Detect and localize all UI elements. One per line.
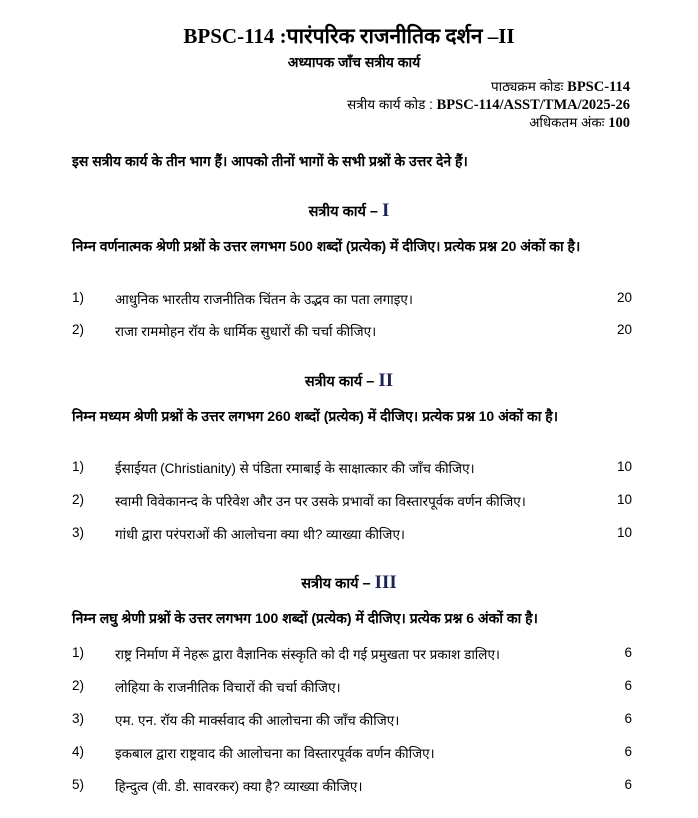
question-number: 1) bbox=[72, 459, 85, 474]
question-text: लोहिया के राजनीतिक विचारों की चर्चा कीजिए। bbox=[115, 680, 341, 695]
question-number: 1) bbox=[72, 645, 85, 660]
course-code-value: BPSC-114 bbox=[567, 79, 630, 95]
course-code bbox=[491, 77, 630, 96]
question-number: 1) bbox=[72, 290, 85, 305]
question-text: गांधी द्वारा परंपराओं की आलोचना क्या थी? व्याख्या कीजिए। bbox=[115, 527, 406, 542]
max-marks-label: अधिकतम अंकः bbox=[529, 115, 605, 130]
question-item bbox=[72, 678, 632, 698]
section-label: सत्रीय कार्य – bbox=[304, 374, 375, 390]
section-instruction: निम्न मध्यम श्रेणी प्रश्नों के उत्तर लगभग 260 शब्दों (प्रत्येक) में दीजिए। प्रत्येक प्रश्न 10 अंकों का है। bbox=[72, 408, 559, 424]
assignment-code bbox=[347, 95, 630, 114]
question-marks: 6 bbox=[624, 777, 632, 792]
question-item bbox=[72, 290, 632, 310]
question-number: 2) bbox=[72, 322, 85, 337]
question-number: 3) bbox=[72, 525, 85, 540]
section-instruction: निम्न वर्णनात्मक श्रेणी प्रश्नों के उत्तर लगभग 500 शब्दों (प्रत्येक) में दीजिए। प्रत्येक प्रश्न 20 अंकों का है। bbox=[72, 238, 581, 254]
max-marks-value: 100 bbox=[608, 115, 630, 131]
document-title: BPSC-114 :पारंपरिक राजनीतिक दर्शन –II bbox=[183, 24, 515, 48]
section-label: सत्रीय कार्य – bbox=[301, 576, 371, 592]
question-text: हिन्दुत्व (वी. डी. सावरकर) क्या है? व्याख्या कीजिए। bbox=[115, 779, 363, 794]
question-marks: 10 bbox=[616, 525, 632, 540]
question-item bbox=[72, 777, 632, 797]
section-instruction: निम्न लघु श्रेणी प्रश्नों के उत्तर लगभग 100 शब्दों (प्रत्येक) में दीजिए। प्रत्येक प्रश्न 6 अंकों का है। bbox=[72, 610, 538, 626]
section-numeral: I bbox=[382, 200, 390, 221]
question-text: राष्ट्र निर्माण में नेहरू द्वारा वैज्ञानिक संस्कृति को दी गई प्रमुखता पर प्रकाश डालिए। bbox=[115, 647, 501, 662]
question-text: आधुनिक भारतीय राजनीतिक चिंतन के उद्भव का पता लगाइए। bbox=[115, 292, 413, 307]
section-numeral: II bbox=[378, 370, 394, 391]
question-marks: 6 bbox=[624, 645, 632, 660]
question-number: 3) bbox=[72, 711, 85, 726]
question-number: 5) bbox=[72, 777, 85, 792]
question-item bbox=[72, 322, 632, 342]
question-marks: 6 bbox=[624, 744, 632, 759]
assignment-code-label: सत्रीय कार्य कोड : bbox=[347, 97, 433, 112]
question-text: इकबाल द्वारा राष्ट्रवाद की आलोचना का विस्तारपूर्वक वर्णन कीजिए। bbox=[115, 746, 435, 761]
question-marks: 6 bbox=[624, 711, 632, 726]
question-item bbox=[72, 744, 632, 764]
question-item bbox=[72, 645, 632, 665]
question-marks: 20 bbox=[616, 290, 632, 305]
question-item bbox=[72, 459, 632, 479]
question-item bbox=[72, 525, 632, 545]
section-heading bbox=[0, 572, 698, 594]
assignment-code-value: BPSC-114/ASST/TMA/2025-26 bbox=[436, 97, 630, 113]
question-number: 4) bbox=[72, 744, 85, 759]
document-subtitle: अध्यापक जाँच सत्रीय कार्य bbox=[287, 54, 421, 70]
question-text: ईसाईयत (Christianity) से पंडिता रमाबाई के साक्षात्कार की जाँच कीजिए। bbox=[115, 461, 475, 476]
section-heading bbox=[0, 370, 698, 392]
max-marks bbox=[529, 113, 630, 132]
section-heading bbox=[0, 200, 698, 222]
question-marks: 10 bbox=[616, 492, 632, 507]
question-item bbox=[72, 711, 632, 731]
question-number: 2) bbox=[72, 492, 85, 507]
question-number: 2) bbox=[72, 678, 85, 693]
section-label: सत्रीय कार्य – bbox=[308, 204, 378, 220]
question-marks: 10 bbox=[616, 459, 632, 474]
question-marks: 20 bbox=[616, 322, 632, 337]
question-text: स्वामी विवेकानन्द के परिवेश और उन पर उसके प्रभावों का विस्तारपूर्वक वर्णन कीजिए। bbox=[115, 494, 526, 509]
instruction: इस सत्रीय कार्य के तीन भाग हैं। आपको तीनों भागों के सभी प्रश्नों के उत्तर देने हैं। bbox=[72, 153, 468, 169]
course-code-label: पाठ्यक्रम कोडः bbox=[490, 79, 564, 94]
question-text: राजा राममोहन रॉय के धार्मिक सुधारों की चर्चा कीजिए। bbox=[115, 324, 377, 339]
question-marks: 6 bbox=[624, 678, 632, 693]
section-numeral: III bbox=[374, 572, 397, 593]
question-item bbox=[72, 492, 632, 512]
question-text: एम. एन. रॉय की मार्क्सवाद की आलोचना की जाँच कीजिए। bbox=[115, 713, 400, 728]
